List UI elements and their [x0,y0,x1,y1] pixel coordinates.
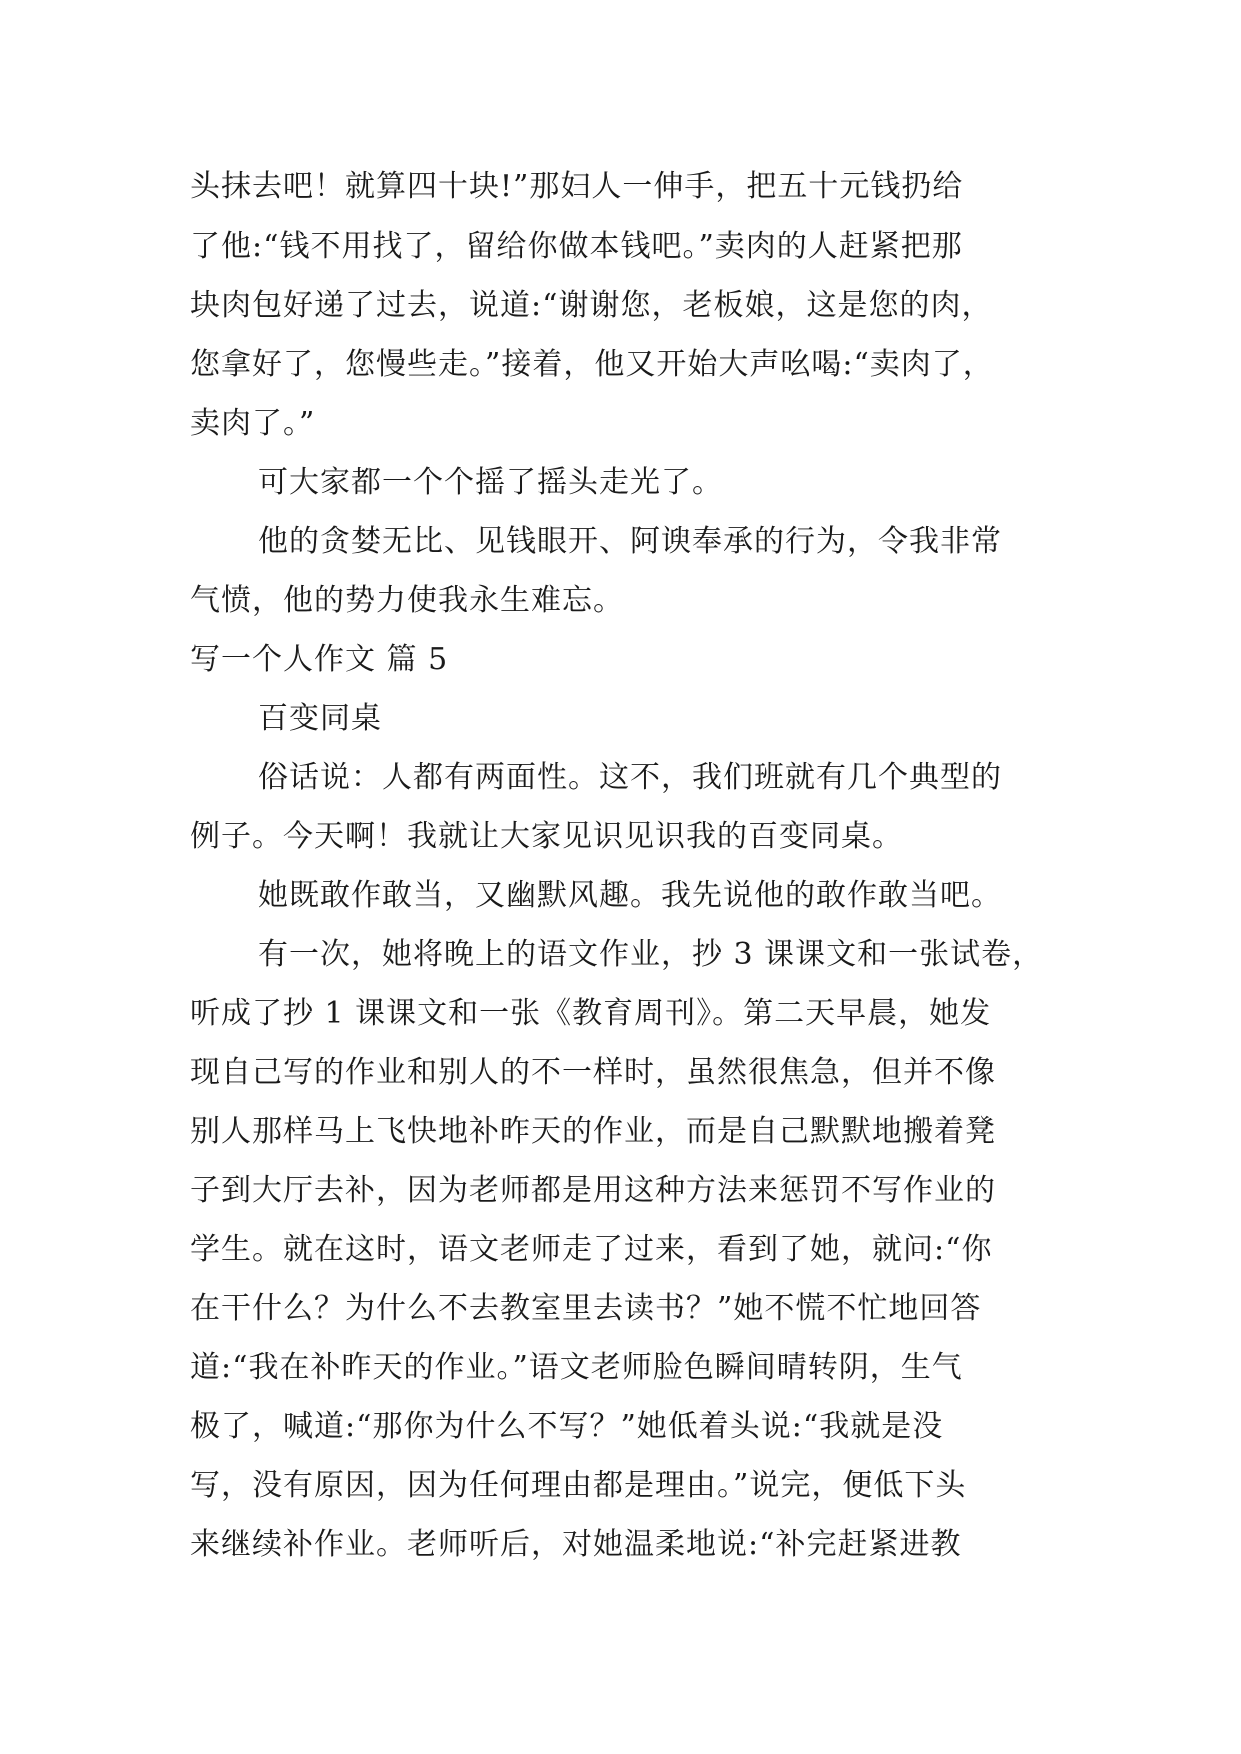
text-line: 卖肉了。” [190,406,316,441]
text-line: 听成了抄 1 课课文和一张《教育周刊》。第二天早晨，她发 [190,996,992,1031]
text-line: 气愤，他的势力使我永生难忘。 [190,583,624,618]
text-line: 可大家都一个个摇了摇头走光了。 [258,465,723,500]
text-line: 块肉包好递了过去，说道:“谢谢您，老板娘，这是您的肉， [190,288,993,323]
text-line: 学生。就在这时，语文老师走了过来，看到了她，就问:“你 [190,1232,993,1267]
text-line: 俗话说：人都有两面性。这不，我们班就有几个典型的 [258,760,1002,795]
text-line: 了他:“钱不用找了，留给你做本钱吧。”卖肉的人赶紧把那 [190,229,963,264]
section-heading: 写一个人作文 篇 5 [190,642,449,677]
essay-title: 百变同桌 [258,701,382,736]
text-line: 您拿好了，您慢些走。”接着，他又开始大声吆喝:“卖肉了， [190,347,994,382]
text-line: 道:“我在补昨天的作业。”语文老师脸色瞬间晴转阴，生气 [190,1350,963,1385]
text-line: 例子。今天啊！我就让大家见识见识我的百变同桌。 [190,819,903,854]
text-line: 极了，喊道:“那你为什么不写？”她低着头说:“我就是没 [190,1409,944,1444]
text-line: 他的贪婪无比、见钱眼开、阿谀奉承的行为，令我非常 [258,524,1002,559]
text-line: 头抹去吧！就算四十块!”那妇人一伸手，把五十元钱扔给 [190,169,964,204]
text-line: 她既敢作敢当，又幽默风趣。我先说他的敢作敢当吧。 [258,878,1002,913]
text-line: 别人那样马上飞快地补昨天的作业，而是自己默默地搬着凳 [190,1114,996,1149]
text-line: 在干什么？为什么不去教室里去读书？”她不慌不忙地回答 [190,1291,982,1326]
text-line: 有一次，她将晚上的语文作业，抄 3 课课文和一张试卷， [258,937,1044,972]
text-line: 来继续补作业。老师听后，对她温柔地说:“补完赶紧进教 [190,1527,962,1562]
text-line: 写，没有原因，因为任何理由都是理由。”说完，便低下头 [190,1468,967,1503]
text-line: 现自己写的作业和别人的不一样时，虽然很焦急，但并不像 [190,1055,996,1090]
text-line: 子到大厅去补，因为老师都是用这种方法来惩罚不写作业的 [190,1173,996,1208]
